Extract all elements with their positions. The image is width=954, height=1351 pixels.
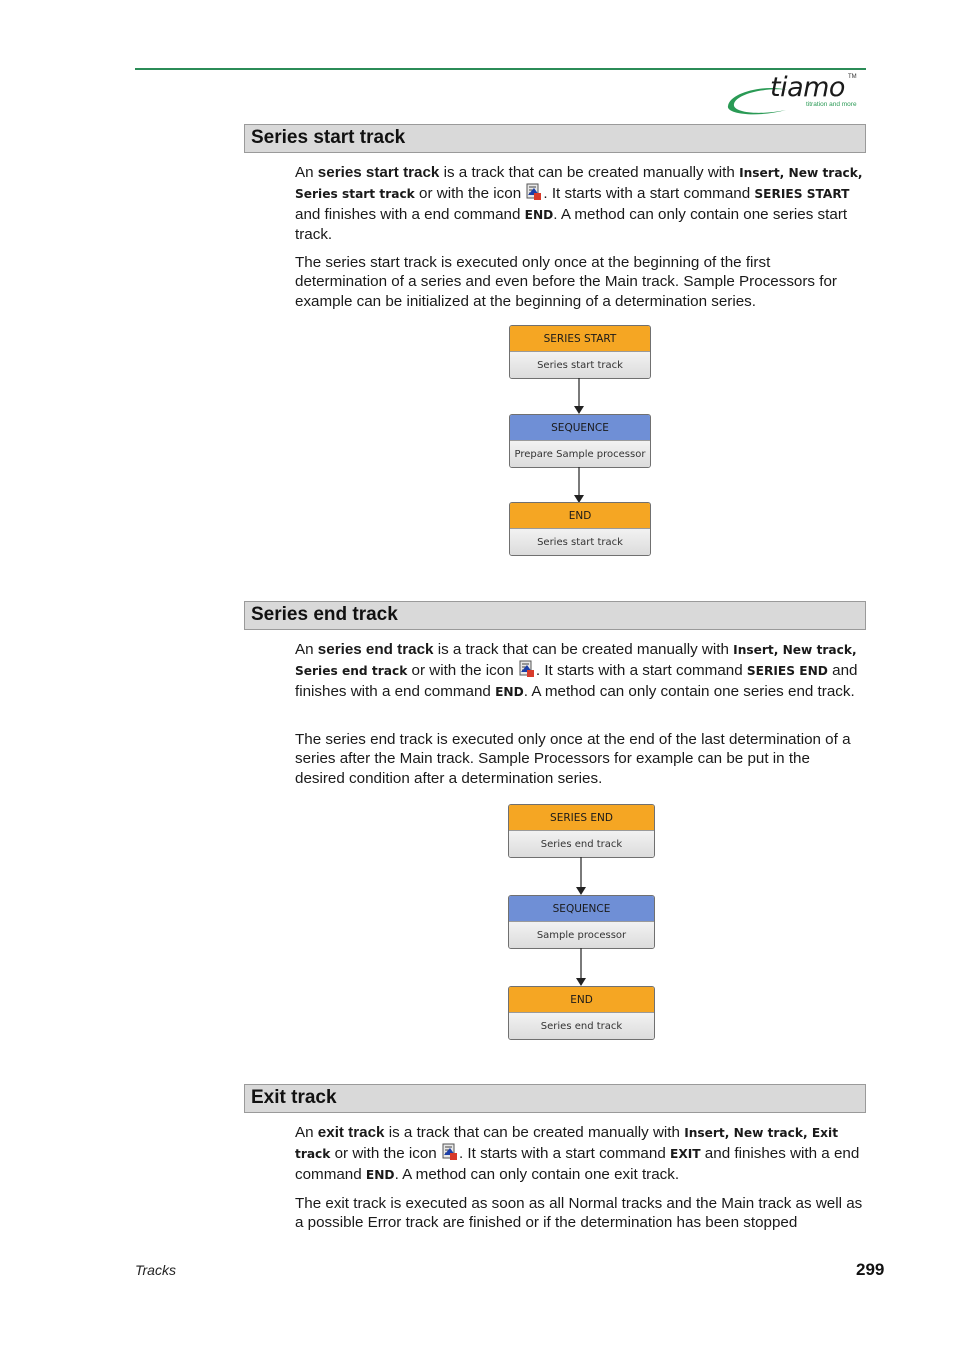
flow-arrow-down-icon — [575, 857, 587, 895]
flow-box-head: END — [510, 503, 650, 529]
section-header-series-end — [244, 601, 866, 630]
header-rule — [135, 68, 866, 70]
flow-box-body: Sample processor — [509, 922, 654, 948]
term-bold: series end track — [317, 641, 434, 658]
new-track-icon — [525, 183, 543, 201]
tiamo-logo — [726, 74, 866, 118]
logo-trademark: TM — [848, 74, 857, 80]
flow-box-sequence — [508, 895, 655, 949]
end-command: END — [524, 207, 554, 222]
start-command: EXIT — [670, 1147, 701, 1162]
start-command: SERIES START — [754, 187, 850, 202]
flow-box-head: END — [509, 987, 654, 1013]
menu-path: Insert, New track, Exit track — [295, 1126, 839, 1162]
term-bold: exit track — [317, 1124, 385, 1141]
section-header-series-start — [244, 124, 866, 153]
flow-box-body: Prepare Sample processor — [510, 441, 650, 467]
new-track-icon — [441, 1143, 459, 1161]
flow-box-end — [509, 502, 651, 556]
term-bold: series start track — [317, 164, 440, 181]
paragraph-exit-intro: An exit track is a track that can be created manually with Insert, New track, Exit track or with the icon . It starts with a start command EXIT and finishes with a end command END. A method can only contain one exit track. — [295, 1124, 860, 1183]
section-title: Series end track — [251, 604, 398, 625]
section-title: Exit track — [251, 1087, 337, 1108]
end-command: END — [495, 684, 524, 699]
section-header-exit — [244, 1084, 866, 1113]
paragraph-series-end-intro: An series end track is a track that can be created manually with Insert, New track, Series end track or with the icon . It starts with a start command SERIES END and finishes with a end command END. A method can only contain one series end track. — [295, 641, 858, 700]
flow-box-sequence — [509, 414, 651, 468]
flow-arrow-down-icon — [575, 948, 587, 986]
flow-box-body: Series end track — [509, 1013, 654, 1039]
flow-box-series-start — [509, 325, 651, 379]
page-number: 299 — [856, 1260, 885, 1279]
flow-box-body: Series end track — [509, 831, 654, 857]
flow-box-series-end — [508, 804, 655, 858]
logo-word: tiamo — [770, 72, 845, 103]
paragraph-series-start-intro: An series start track is a track that can be created manually with Insert, New track, Series start track or with the icon . It starts with a start command SERIES START and finishes with a end command END. A method can only contain one series start track. — [295, 164, 863, 243]
flow-box-head: SEQUENCE — [510, 415, 650, 441]
section-title: Series start track — [251, 127, 406, 148]
menu-path: Insert, New track, Series start track — [295, 166, 863, 202]
flow-arrow-down-icon — [573, 378, 585, 414]
end-command: END — [365, 1167, 395, 1182]
flow-arrow-down-icon — [573, 467, 585, 503]
footer-chapter: Tracks — [135, 1262, 176, 1278]
flow-box-body: Series start track — [510, 529, 650, 555]
start-command: SERIES END — [746, 664, 828, 679]
flow-box-body: Series start track — [510, 352, 650, 378]
paragraph-series-start-detail: The series start track is executed only once at the beginning of the first determination of a series and even before the Main track. Sample Processors for example can be initialized at the beginning of a determination series. — [295, 254, 837, 310]
flow-box-head: SERIES END — [509, 805, 654, 831]
logo-tagline: titration and more — [806, 101, 857, 108]
flow-box-head: SEQUENCE — [509, 896, 654, 922]
paragraph-exit-detail: The exit track is executed as soon as all Normal tracks and the Main track as well as a possible Error track are finished or if the determination has been stopped — [295, 1195, 863, 1232]
flow-box-head: SERIES START — [510, 326, 650, 352]
flow-box-end — [508, 986, 655, 1040]
paragraph-series-end-detail: The series end track is executed only once at the end of the last determination of a series after the Main track. Sample Processors for example can be put in the desired condition after a determination series. — [295, 731, 851, 787]
new-track-icon — [518, 660, 536, 678]
menu-path: Insert, New track, Series end track — [295, 643, 857, 679]
